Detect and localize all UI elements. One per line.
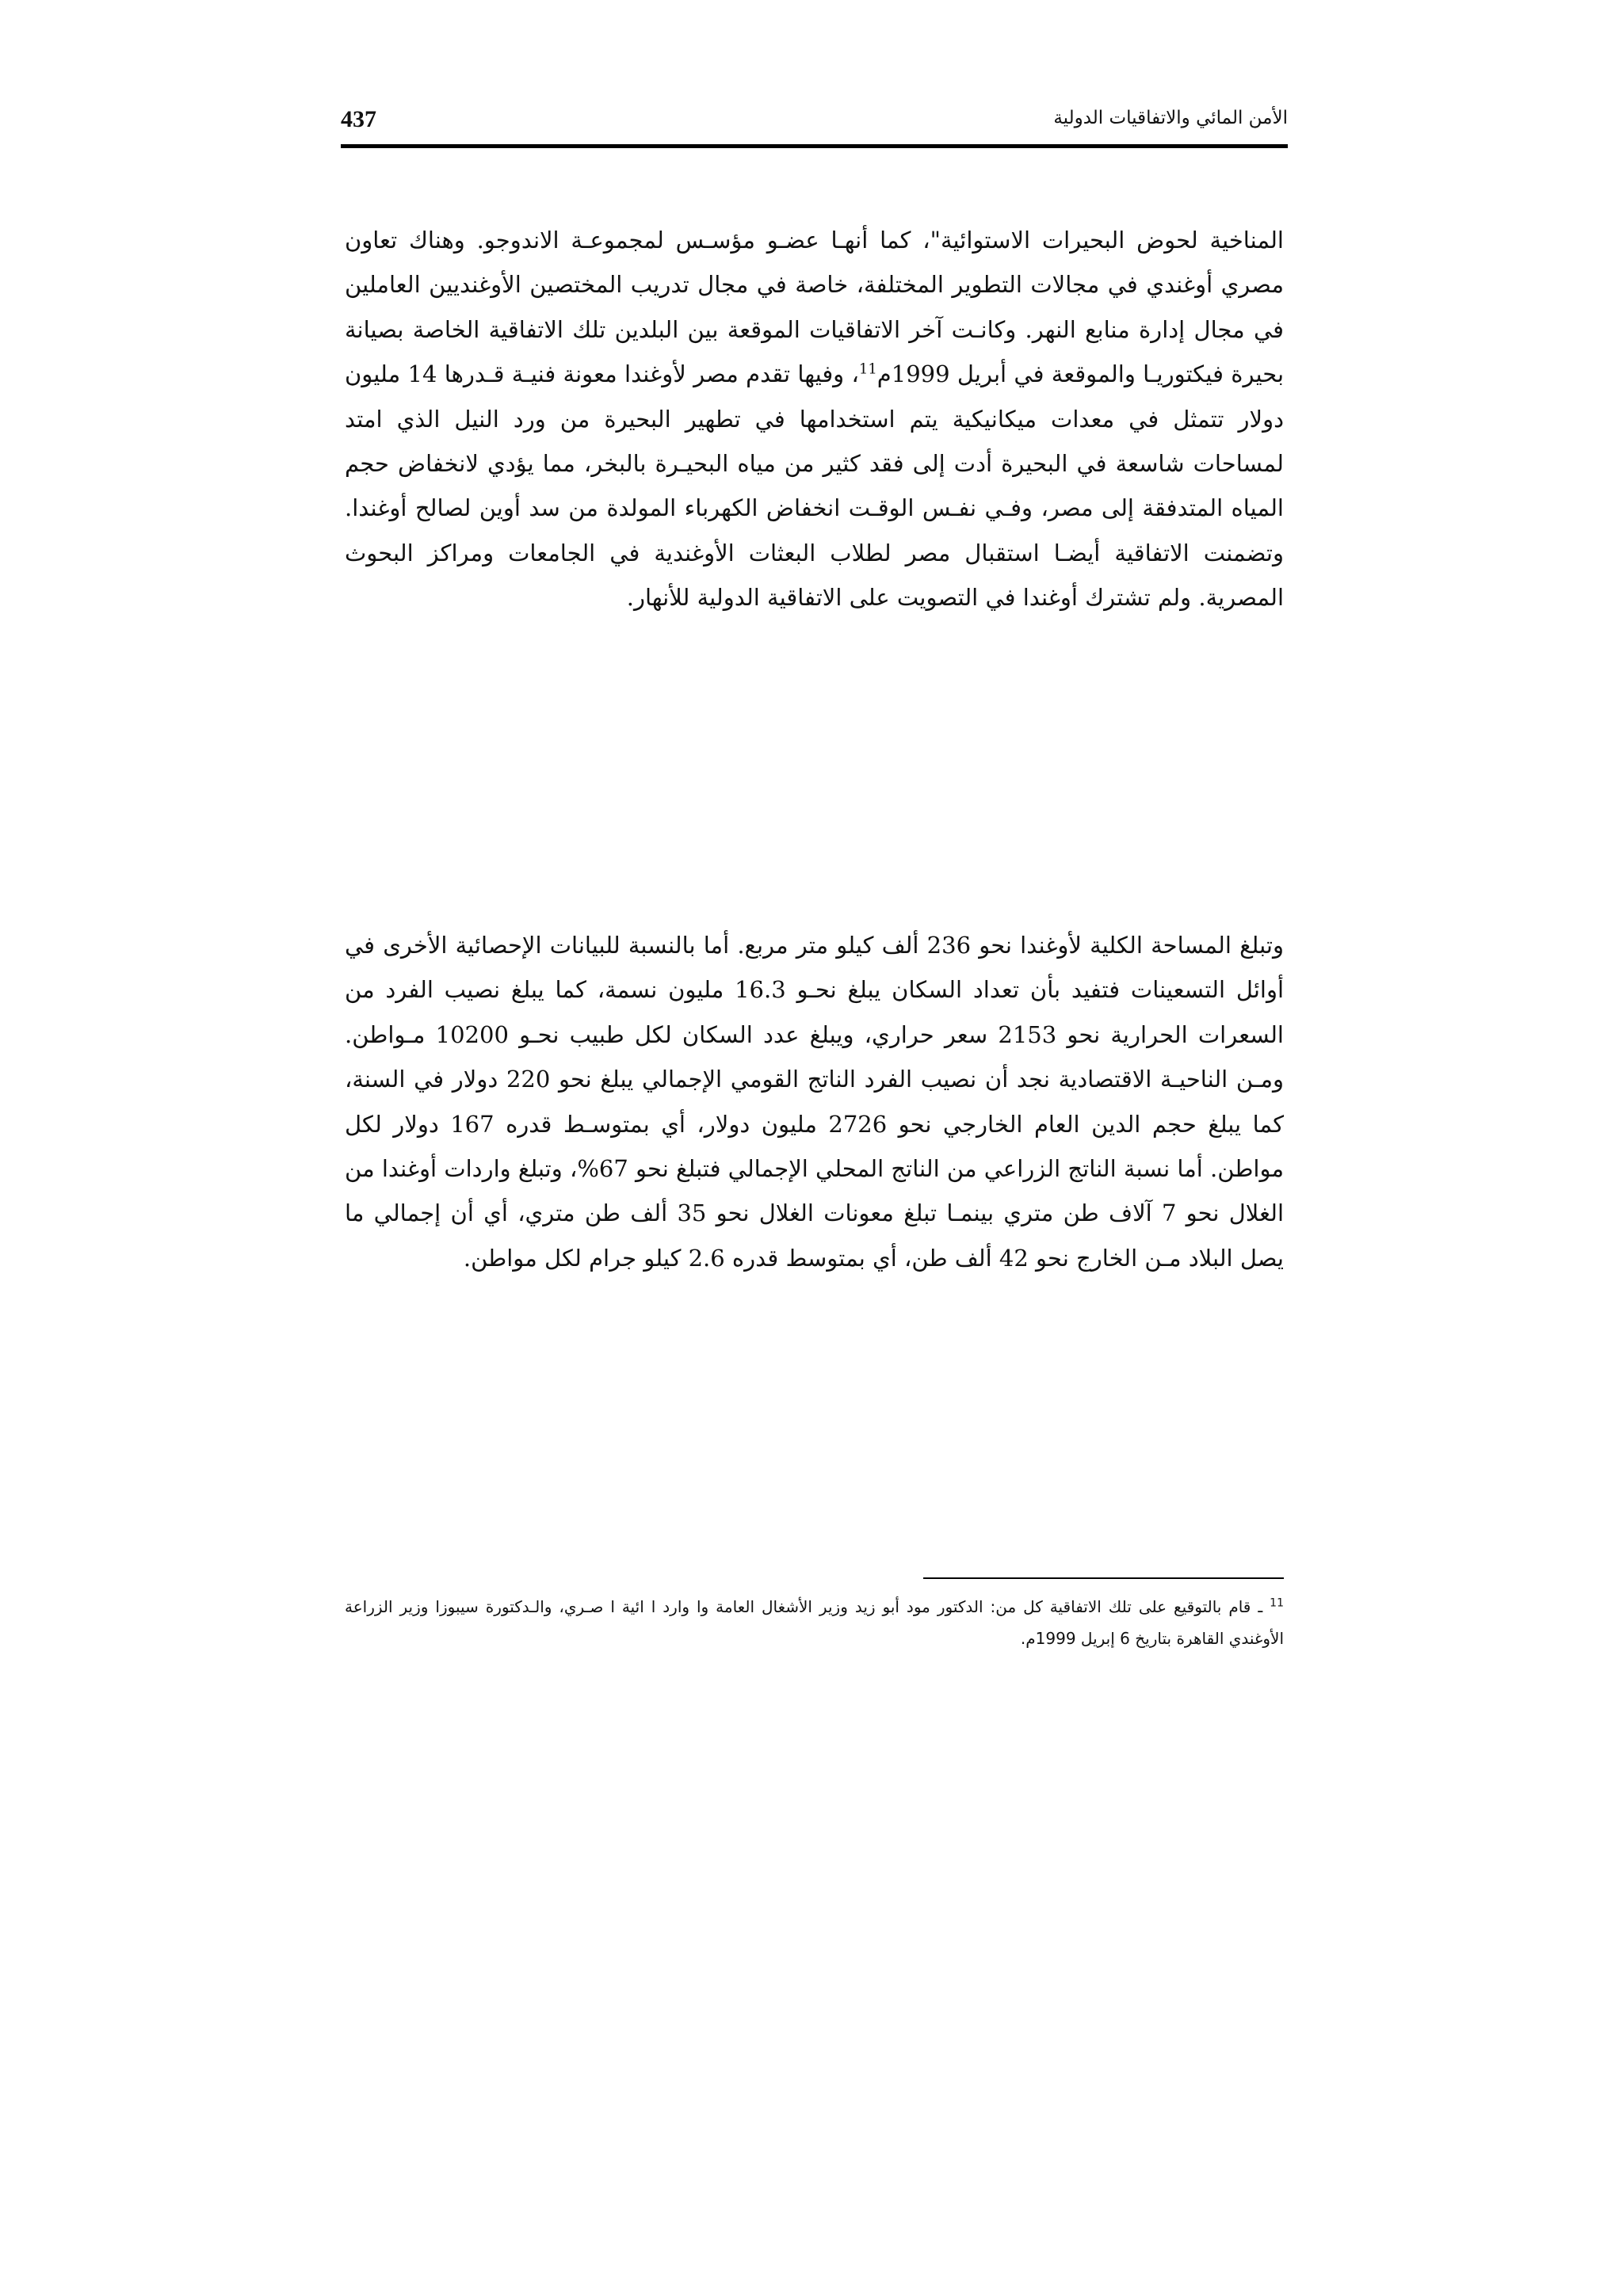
page-header xyxy=(341,100,1288,147)
header-rule xyxy=(341,144,1288,148)
paragraph-1-text-a: المناخية لحوض البحيرات الاستوائية"، كما أنهـا عضـو مؤسـس لمجموعـة الاندوجو. وهناك تعاون مصري أوغندي في مجالات التطوير المختلفة، خاصة في مجال تدريب المختصين الأوغنديين العاملين في مجال إدارة منابع النهر. وكانـت آخر الاتفاقيات الموقعة بين البلدين تلك الاتفاقية الخاصة بصيانة بحيرة فيكتوريـا والموقعة في أبريل 1999م xyxy=(345,227,1285,388)
footnote xyxy=(345,1591,1284,1654)
running-title: الأمن المائي والاتفاقيات الدولية xyxy=(1053,108,1288,128)
footnote-text: ـ قام بالتوقيع على تلك الاتفاقية كل من: الدكتور مود أبو زيد وزير الأشغال العامة وا وارد ا ائية ا صـري، والـدكتورة سيبوزا وزير الزراعة الأوغندي القاهرة بتاريخ 6 إبريل 1999م. xyxy=(345,1597,1284,1648)
page-number: 437 xyxy=(341,106,376,132)
footnote-number: 11 xyxy=(1270,1596,1284,1610)
paragraph-1-text-b: ، وفيها تقدم مصر لأوغندا معونة فنيـة قـدرها 14 مليون دولار تتمثل في معدات ميكانيكية يتم استخدامها في تطهير البحيرة من ورد النيل الذي امتد لمساحات شاسعة في البحيرة أدت إلى فقد كثير من مياه البحيـرة بالبخر، مما يؤدي لانخفاض حجم المياه المتدفقة إلى مصر، وفـي نفـس الوقـت انخفاض الكهرباء المولدة من سد أوين لصالح أوغندا. وتضمنت الاتفاقية أيضـا استقبال مصر لطلاب البعثات الأوغندية في الجامعات ومراكز البحوث المصرية. ولم تشترك أوغندا في التصويت على الاتفاقية الدولية للأنهار. xyxy=(345,360,1284,612)
body-paragraph-2: وتبلغ المساحة الكلية لأوغندا نحو 236 ألف كيلو متر مربع. أما بالنسبة للبيانات الإحصائية الأخرى في أوائل التسعينات فتفيد بأن تعداد السكان يبلغ نحـو 16.3 مليون نسمة، كما يبلغ نصيب الفرد من السعرات الحرارية نحو 2153 سعر حراري، ويبلغ عدد السكان لكل طبيب نحـو 10200 مـواطن. ومـن الناحيـة الاقتصادية نجد أن نصيب الفرد الناتج القومي الإجمالي يبلغ نحو 220 دولار في السنة، كما يبلغ حجم الدين العام الخارجي نحو 2726 مليون دولار، أي بمتوسـط قدره 167 دولار لكل مواطن. أما نسبة الناتج الزراعي من الناتج المحلي الإجمالي فتبلغ نحو 67%، وتبلغ واردات أوغندا من الغلال نحو 7 آلاف طن متري بينمـا تبلغ معونات الغلال نحو 35 ألف طن متري، أي أن إجمالي ما يصل البلاد مـن الخارج نحو 42 ألف طن، أي بمتوسط قدره 2.6 كيلو جرام لكل مواطن. xyxy=(345,932,1285,1272)
footnote-reference[interactable]: 11 xyxy=(858,360,877,378)
body-paragraph-1 xyxy=(345,218,1284,620)
footnote-separator xyxy=(923,1577,1284,1579)
